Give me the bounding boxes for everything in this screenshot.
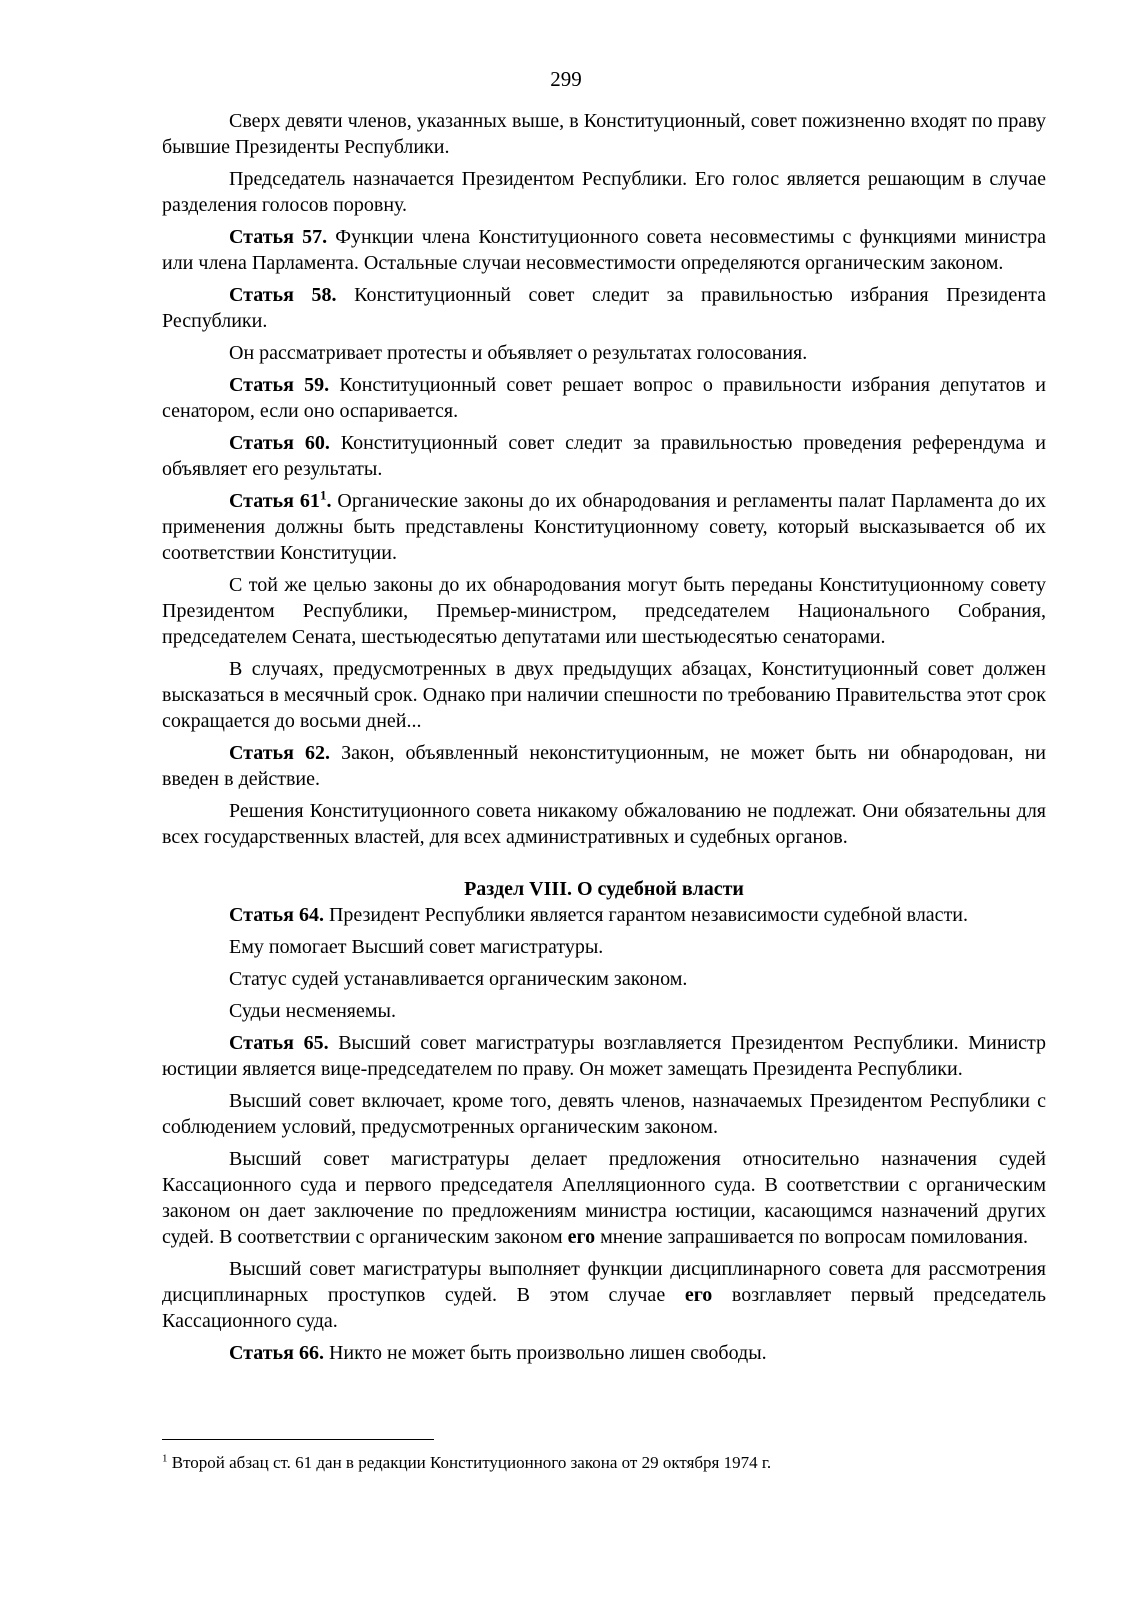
article-text: Конституционный совет решает вопрос о правильности избрания депутатов и сенатором, если оно оспаривается. [162,374,1047,422]
bold-run: его [567,1226,596,1248]
article-66 [162,1340,1046,1366]
article-label-dot: . [326,490,332,512]
article-60 [162,430,1046,482]
section-heading: Раздел VIII. О судебной власти [464,878,744,900]
article-text: Никто не может быть произвольно лишен свободы. [323,1342,767,1364]
text-run: Высший совет магистратуры выполняет функции дисциплинарного совета для рассмотрения дисциплинарных проступков судей. В этом случае [162,1258,1046,1306]
paragraph: Статус судей устанавливается органическим законом. [229,968,688,990]
article-61 [162,488,1046,566]
paragraph: Высший совет включает, кроме того, девять членов, назначаемых Президентом Республики с соблюдением условий, предусмотренных органическим законом. [162,1090,1046,1138]
article-64 [162,902,1046,928]
document-body [162,108,1046,1366]
footnote [162,1452,1046,1474]
paragraph: Председатель назначается Президентом Республики. Его голос является решающим в случае разделения голосов поровну. [162,168,1046,216]
footnote-separator [162,1439,434,1440]
paragraph [162,1146,1046,1250]
text-run: возглавляет первый председатель Кассационного суда. [162,1284,1046,1332]
paragraph: Сверх девяти членов, указанных выше, в Конституционный, совет пожизненно входят по праву бывшие Президенты Республики. [162,110,1046,158]
footnote-mark: 1 [162,1452,168,1465]
article-label: Статья 61 [229,490,320,512]
article-text: Конституционный совет следит за правильностью проведения референдума и объявляет его результаты. [162,432,1046,480]
article-label: Статья 62. [229,742,331,764]
article-65 [162,1030,1046,1082]
article-label: Статья 58. [229,284,337,306]
article-text: Высший совет магистратуры возглавляется Президентом Республики. Министр юстиции является вице-председателем по праву. Он может замещать Президента Республики. [162,1032,1046,1080]
article-62 [162,740,1046,792]
article-label: Статья 60. [229,432,330,454]
footnote-text: Второй абзац ст. 61 дан в редакции Конституционного закона от 29 октября 1974 г. [167,1453,772,1472]
paragraph: Он рассматривает протесты и объявляет о результатах голосования. [229,342,808,364]
article-label: Статья 57. [229,226,328,248]
article-58 [162,282,1046,334]
article-label: Статья 59. [229,374,330,396]
text-run: Высший совет магистратуры делает предложения относительно назначения судей Кассационного суда и первого председателя Апелляционного суда. В соответствии с органическим законом он дает заключение по предложениям министра юстиции, касающимся назначений других судей. В соответствии с органическим законом [162,1148,1046,1248]
article-text: Президент Республики является гарантом независимости судебной власти. [323,904,969,926]
footnote-ref: 1 [319,487,327,503]
article-label: Статья 65. [229,1032,329,1054]
article-text: Функции члена Конституционного совета несовместимы с функциями министра или члена Парламента. Остальные случаи несовместимости определяются органическим законом. [162,226,1047,274]
paragraph: В случаях, предусмотренных в двух предыдущих абзацах, Конституционный совет должен высказаться в месячный срок. Однако при наличии спешности по требованию Правительства этот срок сокращается до восьми дней... [162,658,1046,732]
article-57 [162,224,1046,276]
page-number: 299 [550,67,582,91]
article-text: Органические законы до их обнародования и регламенты палат Парламента до их применения должны быть представлены Конституционному совету, который высказывается об их соответствии Конституции. [162,490,1046,564]
article-text: Закон, объявленный неконституционным, не может быть ни обнародован, ни введен в действие. [162,742,1046,790]
article-label: Статья 66. [229,1342,324,1364]
article-59 [162,372,1046,424]
paragraph: С той же целью законы до их обнародования могут быть переданы Конституционному совету Президентом Республики, Премьер-министром, председателем Национального Собрания, председателем Сената, шестьюдесятью депутатами или шестьюдесятью сенаторами. [162,574,1046,648]
article-label: Статья 64. [229,904,324,926]
paragraph: Решения Конституционного совета никакому обжалованию не подлежат. Они обязательны для всех государственных властей, для всех административных и судебных органов. [162,800,1046,848]
article-text: Конституционный совет следит за правильностью избрания Президента Республики. [162,284,1046,332]
paragraph: Ему помогает Высший совет магистратуры. [229,936,604,958]
paragraph [162,1256,1046,1334]
bold-run: его [684,1284,713,1306]
text-run: мнение запрашивается по вопросам помилования. [595,1226,1029,1248]
paragraph: Судьи несменяемы. [229,1000,396,1022]
